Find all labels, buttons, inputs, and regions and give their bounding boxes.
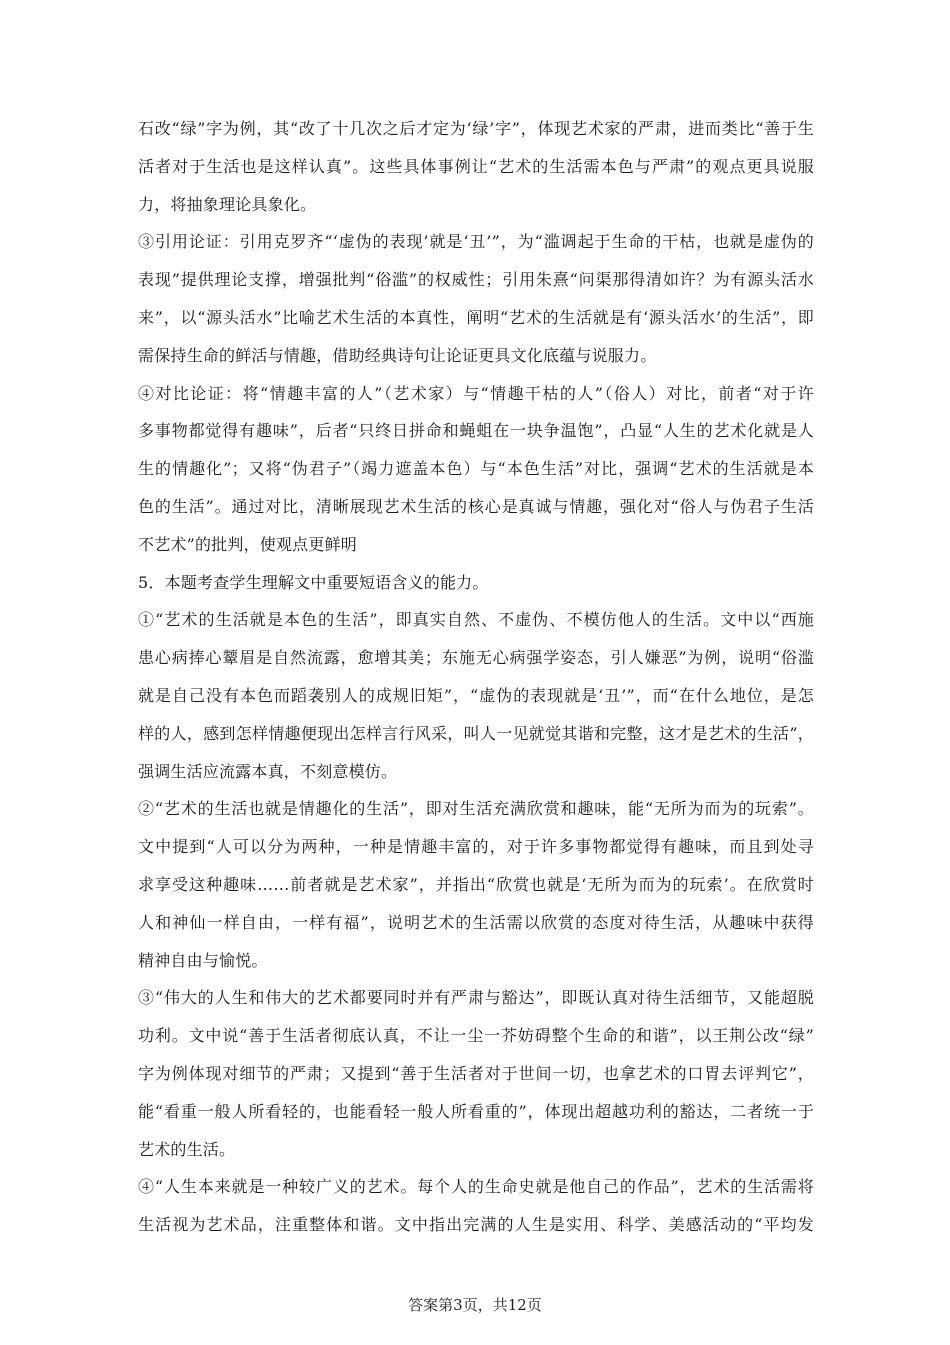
text-line: 来”，以“源头活水”比喻艺术生活的本真性，阐明“艺术的生活就是有‘源头活水’的生活”，即 bbox=[138, 307, 814, 327]
text-line: 人和神仙一样自由，一样有福”，说明艺术的生活需以欣赏的态度对待生活，从趣味中获得 bbox=[138, 912, 814, 932]
text-line: 文中提到“人可以分为两种，一种是情趣丰富的，对于许多事物都觉得有趣味，而且到处寻 bbox=[138, 837, 814, 857]
text-line: 5．本题考查学生理解文中重要短语含义的能力。 bbox=[138, 572, 489, 592]
text-line: 强调生活应流露本真，不刻意模仿。 bbox=[138, 761, 398, 781]
text-line: 活者对于生活也是这样认真”。这些具体事例让“艺术的生活需本色与严肃”的观点更具说服 bbox=[138, 156, 814, 176]
text-line: ④“人生本来就是一种较广义的艺术。每个人的生命史就是他自己的作品”，艺术的生活需将 bbox=[138, 1177, 814, 1197]
text-line: 功利。文中说“善于生活者彻底认真，不让一尘一芥妨碍整个生命的和谐”，以王荆公改“绿” bbox=[138, 1026, 814, 1046]
text-line: ②“艺术的生活也就是情趣化的生活”，即对生活充满欣赏和趣味，能“无所为而为的玩索”。 bbox=[138, 799, 814, 819]
text-line: 表现”提供理论支撑，增强批判“俗滥”的权威性；引用朱熹“问渠那得清如许？为有源头活水 bbox=[138, 270, 814, 290]
text-line: 能“看重一般人所看轻的，也能看轻一般人所看重的”，体现出超越功利的豁达，二者统一于 bbox=[138, 1101, 814, 1121]
text-line: 生活视为艺术品，注重整体和谐。文中指出完满的人生是实用、科学、美感活动的“平均发 bbox=[138, 1215, 814, 1235]
answer-text-body bbox=[138, 110, 814, 1244]
text-line: 就是自己没有本色而蹈袭别人的成规旧矩”，“虚伪的表现就是‘丑’”，而“在什么地位，是怎 bbox=[138, 685, 814, 705]
text-line: 需保持生命的鲜活与情趣，借助经典诗句让论证更具文化底蕴与说服力。 bbox=[138, 345, 657, 365]
text-line: 石改“绿”字为例，其“改了十几次之后才定为‘绿’字”，体现艺术家的严肃，进而类比“善于生 bbox=[138, 119, 814, 138]
text-line: ④对比论证：将“情趣丰富的人”（艺术家）与“情趣干枯的人”（俗人）对比，前者“对于许 bbox=[138, 383, 814, 403]
text-line: 生的情趣化”；又将“伪君子”（竭力遮盖本色）与“本色生活”对比，强调“艺术的生活就是本 bbox=[138, 459, 814, 479]
text-line: 力，将抽象理论具象化。 bbox=[138, 194, 317, 214]
text-line: 字为例体现对细节的严肃；又提到“善于生活者对于世间一切，也拿艺术的口胃去评判它”， bbox=[138, 1063, 814, 1083]
text-line: 患心病捧心颦眉是自然流露，愈增其美；东施无心病强学姿态，引人嫌恶”为例，说明“俗滥 bbox=[138, 648, 814, 668]
text-line: 样的人，感到怎样情趣便现出怎样言行风采，叫人一见就觉其谐和完整，这才是艺术的生活”， bbox=[138, 723, 814, 743]
text-line: ①“艺术的生活就是本色的生活”，即真实自然、不虚伪、不模仿他人的生活。文中以“西施 bbox=[138, 610, 814, 630]
text-line: 多事物都觉得有趣味”，后者“只终日拼命和蝇蛆在一块争温饱”，凸显“人生的艺术化就是人 bbox=[138, 421, 814, 441]
text-line: 艺术的生活。 bbox=[138, 1139, 236, 1159]
text-line: ③“伟大的人生和伟大的艺术都要同时并有严肃与豁达”，即既认真对待生活细节，又能超脱 bbox=[138, 988, 814, 1008]
page-footer: 答案第3页，共12页 bbox=[408, 1296, 542, 1314]
text-line: 求享受这种趣味……前者就是艺术家”，并指出“欣赏也就是‘无所为而为的玩索’。在欣赏时 bbox=[138, 874, 814, 894]
text-line: ③引用论证：引用克罗齐“‘虚伪的表现’就是‘丑’”，为“滥调起于生命的干枯，也就是虚伪的 bbox=[138, 232, 814, 252]
text-line: 精神自由与愉悦。 bbox=[138, 950, 268, 970]
text-line: 不艺术”的批判，使观点更鲜明 bbox=[138, 534, 357, 554]
text-line: 色的生活”。通过对比，清晰展现艺术生活的核心是真诚与情趣，强化对“俗人与伪君子生活 bbox=[138, 496, 814, 516]
